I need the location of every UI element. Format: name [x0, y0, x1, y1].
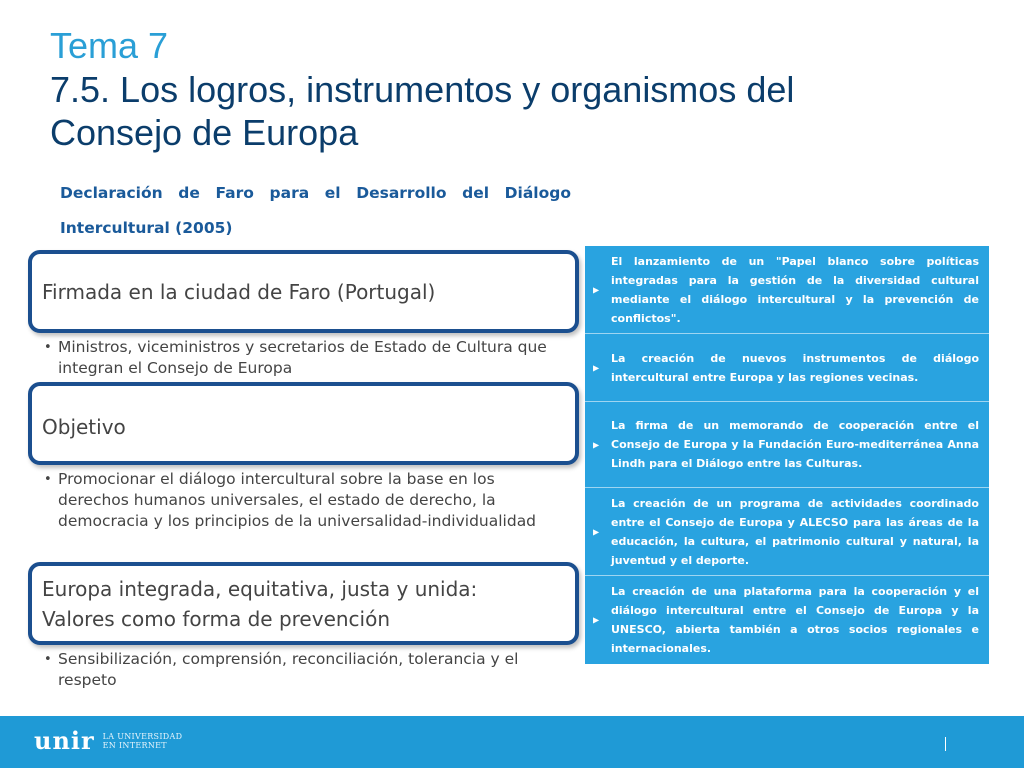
triangle-bullet-icon: ▶	[593, 527, 600, 536]
section-heading: Objetivo	[42, 415, 126, 439]
logo-tagline-line1: LA UNIVERSIDAD	[102, 732, 183, 741]
slide-title-line1: 7.5. Los logros, instrumentos y organismos del	[50, 69, 795, 110]
panel-item-text: La creación de un programa de actividades coordinado entre el Consejo de Europa y ALECSO para las áreas de la educación, la cultura, el patrimonio cultural y natural, la juventud y el deporte.	[611, 496, 979, 567]
panel-item	[585, 576, 989, 664]
section-heading-line2: Valores como forma de prevención	[42, 606, 391, 631]
section-box-objective	[28, 382, 579, 465]
bullet-dot-icon: •	[44, 340, 52, 355]
section-heading-line1: Europa integrada, equitativa, justa y unida:	[42, 576, 478, 601]
page-divider	[945, 737, 946, 751]
triangle-bullet-icon: ▶	[593, 285, 600, 294]
slide-subtitle: Declaración de Faro para el Desarrollo del Diálogo Intercultural (2005)	[60, 184, 571, 237]
panel-item	[585, 334, 989, 402]
footer-bar	[0, 716, 1024, 768]
slide-title-line2: Consejo de Europa	[50, 112, 359, 153]
panel-item	[585, 488, 989, 576]
bullet-text: Ministros, viceministros y secretarios de Estado de Cultura que integran el Consejo de Europa	[58, 338, 547, 377]
unir-logo	[34, 727, 182, 755]
section-box-signed	[28, 250, 579, 333]
bullet-text: Promocionar el diálogo intercultural sobre la base en los derechos humanos universales, el estado de derecho, la democracia y los principios de la universalidad-individualidad	[58, 470, 537, 530]
topic-label: Tema 7	[50, 25, 169, 66]
section-box-values	[28, 562, 579, 645]
section-heading: Firmada en la ciudad de Faro (Portugal)	[42, 279, 436, 304]
bullet-dot-icon: •	[44, 472, 52, 487]
triangle-bullet-icon: ▶	[593, 440, 600, 449]
title-block	[50, 26, 990, 154]
actions-panel	[585, 246, 989, 664]
bullet-dot-icon: •	[44, 652, 52, 667]
panel-item-text: La firma de un memorando de cooperación entre el Consejo de Europa y la Fundación Euro-mediterránea Anna Lindh para el Diálogo entre las Culturas.	[611, 419, 979, 470]
bullet-text: Sensibilización, comprensión, reconciliación, tolerancia y el respeto	[58, 650, 519, 689]
panel-item-text: La creación de una plataforma para la cooperación y el diálogo intercultural entre el Consejo de Europa y la UNESCO, abierta también a otros socios regionales e internacionales.	[611, 585, 979, 655]
bullet-item	[44, 337, 569, 379]
logo-tagline	[103, 732, 183, 750]
logo-tagline-line2: EN INTERNET	[102, 741, 167, 750]
bullet-item	[44, 649, 569, 691]
slide-title	[50, 68, 990, 154]
panel-item	[585, 246, 989, 334]
panel-item	[585, 402, 989, 488]
triangle-bullet-icon: ▶	[593, 363, 600, 372]
panel-item-text: El lanzamiento de un "Papel blanco sobre políticas integradas para la gestión de la diversidad cultural mediante el diálogo intercultural y la prevención de conflictos".	[611, 254, 979, 325]
triangle-bullet-icon: ▶	[593, 615, 600, 625]
panel-item-text: La creación de nuevos instrumentos de diálogo intercultural entre Europa y las regiones vecinas.	[611, 351, 979, 384]
logo-wordmark: unir	[34, 726, 95, 755]
bullet-item	[44, 469, 569, 532]
